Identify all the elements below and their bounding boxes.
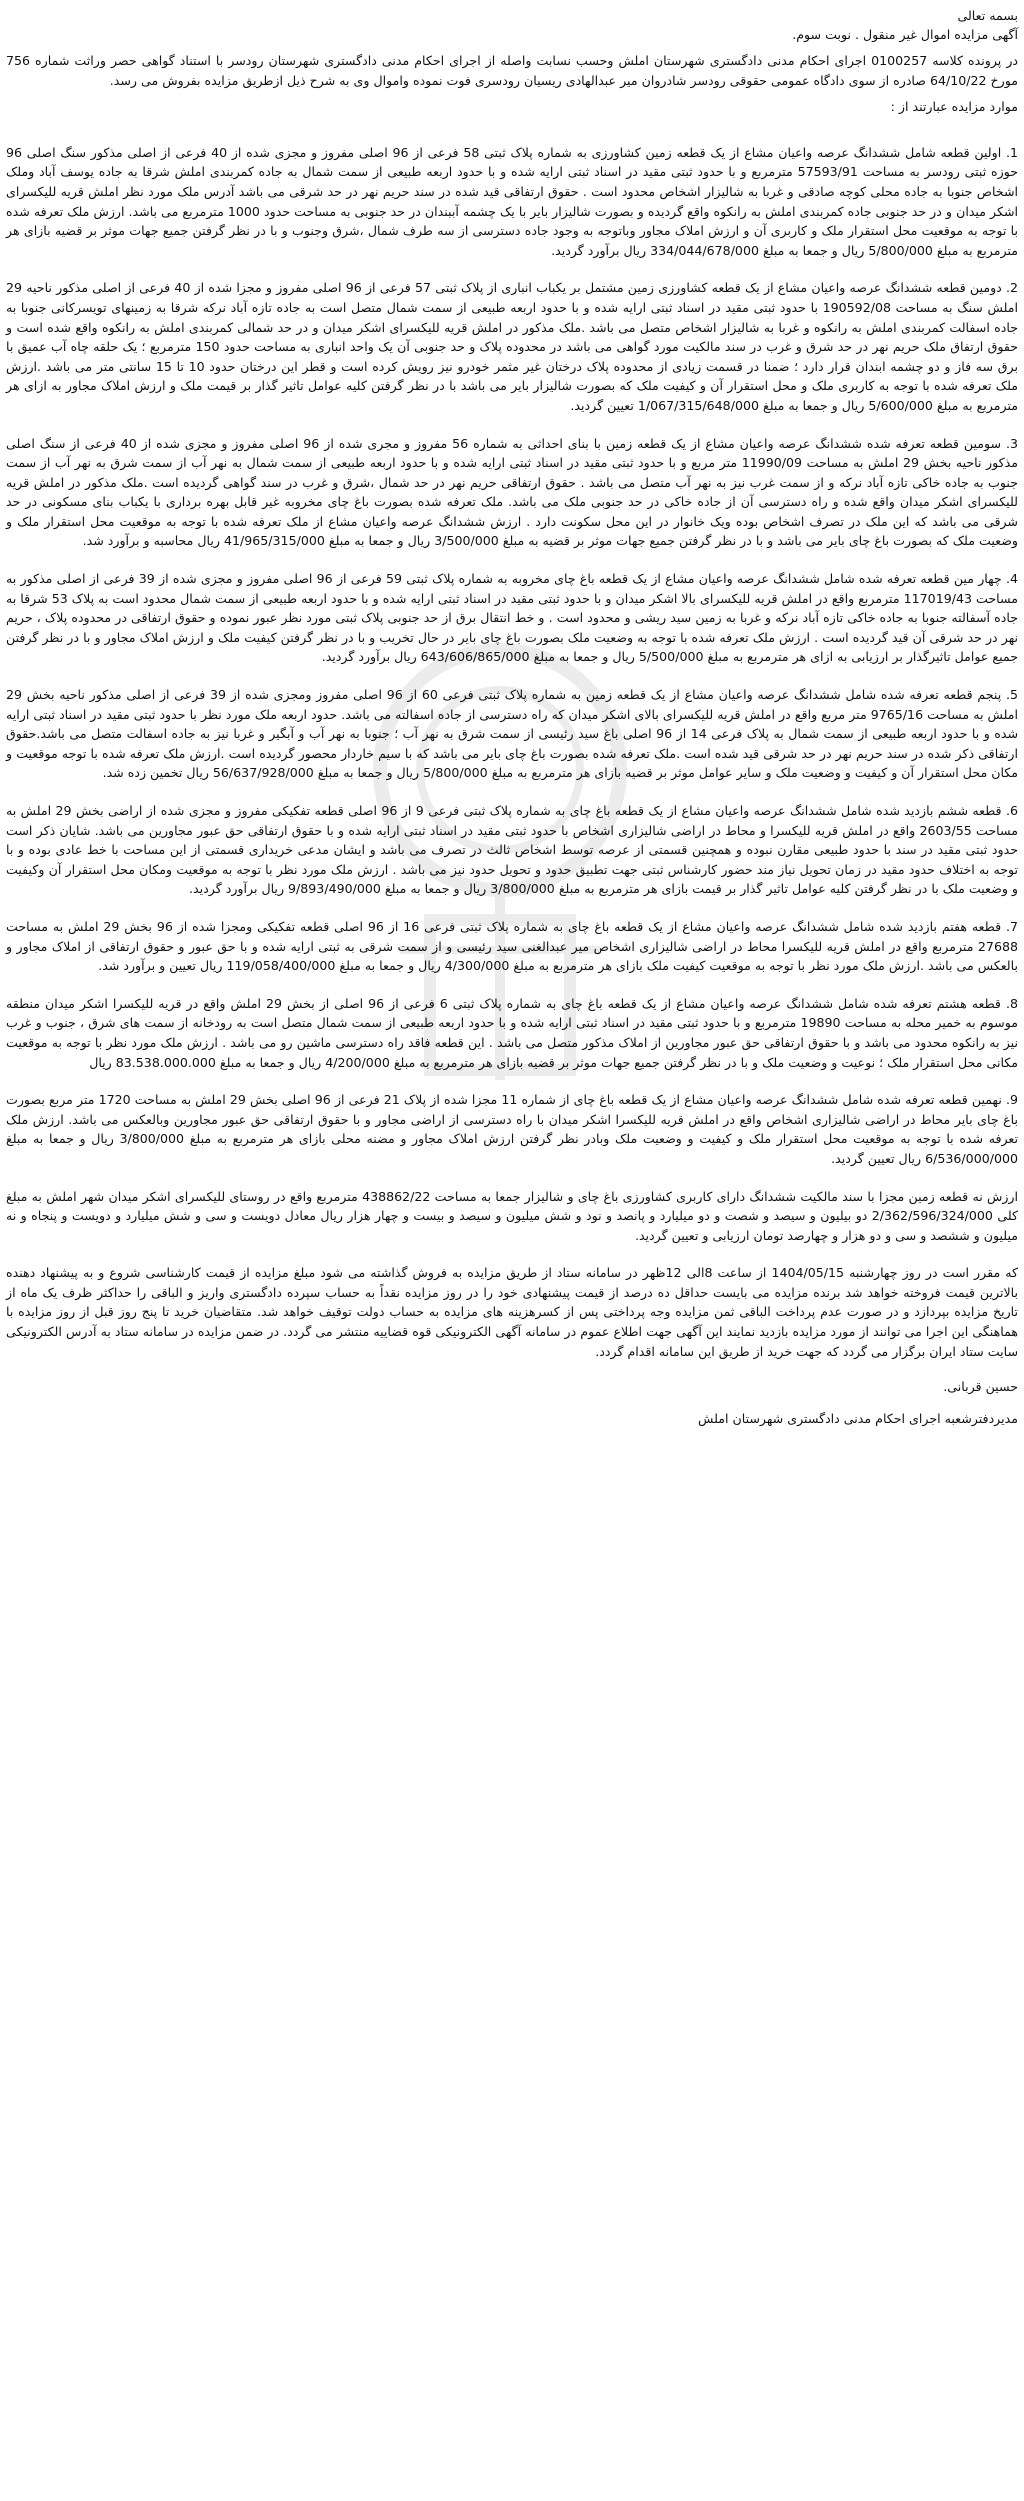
lot-text: قطعه هفتم بازدید شده شامل ششدانگ عرصه واعیان مشاع از یک قطعه باغ چای به شماره پلاک ثبتی فرعی 16 از 96 اصلی قطعه تفکیکی ومجزا شده از 96 بخش 29 املش به مساحت 27688 مترمربع واقع در املش قریه للیکسرا محاط در اراضی شالیزاری اشخاص میر عبدالغنی سید رئیسی و از سمت شرقی به ثبتی ارایه شده و با حق عبور و حقوق ارتفاقی از املاک مجاور و بالعکس می باشد .ارزش ملک مورد نظر با توجه به موقعیت کیفیت ملک بازای هر مترمربع به مبلغ 4/300/000 ریال و جمعا به مبلغ 119/058/400/000 ریال تعیین و برآورد شد. [6,918,1018,974]
lot-number: 5. [1001,687,1018,703]
lot-text: چهار مین قطعه تعرفه شده شامل ششدانگ عرصه واعیان مشاع از یک قطعه باغ چای مخروبه به شماره پلاک ثبتی 59 فرعی از 96 اصلی مفروز و مجزی شده از 39 فرعی از اصلی مذکور به مساحت 117019/43 مترمربع واقع در املش قریه للیکسرای بالا اشکر میدان و با حدود ثبتی مقید در اسناد ثبتی ارایه شده و با حدود اربعه طبیعی از سمت شمال محدود است به پلاک 53 شرقا به جاده آسفالته جنوبا به جاده خاکی تازه آباد نرکه و غربا به زمین سید ریشی و محدود است . و خط انتقال برق از حد جنوبی پلاک ثبتی مورد نظر عبور نموده و حقوق ارتفاقی در محدوده پلاک ، حریم نهر در حد شرقی آن قید گردیده است . ارزش ملک تعرفه شده با توجه به وضعیت ملک بصورت باغ چای بایر در حال تخریب و با در نظر گرفتن کیفیت ملک و ارزش املاک مجاور و با در نظر گرفتن جمیع عوامل تاثیرگذار بر ارزیابی به ازای هر مترمربع به مبلغ 5/500/000 ریال و جمعا به مبلغ 643/606/865/000 ریال برآورد گردید. [6,571,1018,665]
lot-item [6,917,1018,976]
lot-text: دومین قطعه ششدانگ عرصه واعیان مشاع از یک قطعه کشاورزی زمین مشتمل بر یکباب انباری از پلاک ثبتی 57 فرعی از 96 اصلی مفروز و مجزا شده از 40 فرعی از اصلی مذکور ناحیه 29 املش سنگ به مساحت 190592/08 با حدود ثبتی مقید در اسناد ثبتی ارایه شده و با حدود اربعه طبیعی از سمت شمال متصل است به جاده تازه آباد نرکه شرقا به زمینهای تویسرکانی جنوبا به جاده اسفالت کمربندی املش به رانکوه و غربا به شالیزار اشخاص متصل می باشد .ملک مذکور در املش قریه للیکسرای اشکر میدان و در حد شمالی کمربندی املش به رانکوه واقع شده است و حقوق ارتفاق ملک حریم نهر در حد شرق و غرب در سند مالکیت مورد گواهی می باشد در محدوده پلاک و حد جنوبی آن یک واحد انباری به مساحت حدود 150 مترمربع ؛ یک حلقه چاه آب عمیق با برق سه فاز و دو چشمه ابندان قرار دارد ؛ ضمنا در قسمت زیادی از محدوده پلاک درختان غیر مثمر خودرو نیز رویش کرده است و قطر این درختان حدود 10 تا 15 سانتی متر می باشد .ارزش ملک تعرفه شده با توجه به کاربری ملک و محل استقرار آن و کیفیت ملک که بصورت شالیزار بایر می باشد با در نظر گرفتن کلیه عوامل تاثیر گذار بر قیمت ملک و ارزش املاک مجاور به ازای هر مترمربع به مبلغ 5/600/000 ریال و جمعا به مبلغ 1/067/315/648/000 تعیین گردید. [6,280,1019,413]
basmala: بسمه تعالی [957,8,1018,23]
notice-headline: آگهی مزایده اموال غیر منقول . نوبت سوم. [792,27,1018,42]
lot-number: 2. [1001,280,1018,296]
lot-item [6,143,1018,261]
lot-text: نهمین قطعه تعرفه شده شامل ششدانگ عرصه واعیان مشاع از یک قطعه باغ چای از شماره 11 مجزا شده از پلاک 21 فرعی از 96 اصلی بخش 29 املش به مساحت 1720 متر مربع بصورت باغ چای بایر محاط در اراضی شالیزاری اشخاص واقع در املش قریه للیکسرا اشکر میدان با راه دسترسی از اراضی مجاور و با حقوق ارتفاقی حق عبور مجاورین وبالعکس می باشد. ارزش ملک تعرفه شده با توجه به موقعیت محل استقرار ملک و کیفیت و وضعیت ملک وبادر نظر گرفتن ارزش املاک مجاور و مضنه محلی بازای هر مترمربع به مبلغ 3/800/000 ریال و جمعا به مبلغ 6/536/000/000 ریال تعیین گردید. [6,1092,1019,1166]
lot-number: 1. [1001,144,1018,160]
valuation-summary: ارزش نه قطعه زمین مجزا با سند مالکیت ششدانگ دارای کاربری کشاورزی باغ چای و شالیزار جمعا به مساحت 438862/22 مترمربع واقع در روستای للیکسرای اشکر میدان شهر املش به مبلغ کلی 2/362/596/324/000 دو بیلیون و سیصد و شصت و دو میلیارد و پانصد و نود و شش میلیون و سیصد و بیست و چهار هزار ریال معادل دویست و سی و شش میلیارد و دویست و پنجاه و نه میلیون و ششصد و سی و دو هزار و چهارصد تومان ارزیابی و تعیین گردید. [6,1188,1018,1243]
lots-list [6,143,1018,1169]
lot-number: 4. [1001,571,1018,587]
lot-text: قطعه ششم بازدید شده شامل ششدانگ عرصه واعیان مشاع از یک قطعه باغ چای به شماره پلاک ثبتی فرعی 9 از 96 اصلی قطعه تفکیکی مفروز و مجزی شده از اراضی بخش 29 املش به مساحت 2603/55 واقع در املش قریه للیکسرا و محاط در اراضی شالیزاری اشخاص با حدود ثبتی مقید در اسناد ثبتی ارایه شده و با حقوق ارتفاقی حق عبور مجاورین می باشد. شایان ذکر است حدود ثبتی مقید در سند با حدود طبیعی مقارن نبوده و همچنین قسمتی از عرصه توسط اشخاص ثالث در تصرف می باشد و ایشان مدعی خریداری قسمتی از این مساحت با خط عادی بوده و با توجه به اختلاف حدود مقید در زمان تحویل نیاز مند حضور کارشناس ثبتی جهت تطبیق حدود و تحویل حدود نیز می باشد . ارزش ملک مورد نظر با توجه به موقعیت ومکان محل استقرار آن وکیفیت و وضعیت ملک با در نظر گرفتن کلیه عوامل تاثیر گذار بر قیمت بازای هر مترمربع به مبلغ 3/800/000 ریال و جمعا به مبلغ 9/893/490/000 ریال برآورد گردید. [6,803,1019,897]
signature-name: حسین قربانی. [943,1379,1018,1395]
lot-item [6,801,1018,899]
lot-item [6,685,1018,783]
lot-number: 3. [1001,435,1018,451]
lot-item [6,1090,1018,1168]
lot-text: سومین قطعه تعرفه شده ششدانگ عرصه واعیان مشاع از یک قطعه زمین با بنای احداثی به شماره 56 مفروز و مجری شده از 96 اصلی مفروز و مجزی شده از 40 فرعی از سنگ اصلی مذکور ناحیه بخش 29 املش به مساحت 11990/09 متر مربع و با حدود ثبتی مقید در اسناد ثبتی ارایه شده و با حدود اربعه طبیعی از سمت شمال به نهر آب از سمت شرق به نهر آب از سمت جنوب به جاده خاکی تازه آباد نرکه و از سمت غرب نیز به نهر آب متصل می باشد . حقوق ارتفاقی حریم نهر در حد شمال ،شرق و غرب در سند گواهی گردیده است .ملک مذکور در املش قریه للیکسرای اشکر میدان واقع شده و راه دسترسی آن از جاده خاکی در حد جنوبی ملک می باشد. ملک تعرفه شده بصورت باغ چای مخروبه غیر قابل بهره برداری با یکباب بنای مسکونی در حد شرقی می باشد که این ملک در تصرف اشخاص بوده ویک خانوار در این محل سکونت دارد . ارزش ششدانگ عرصه واعیان مشاع از ملک تعرفه شده با توجه به موقعیت محل استقرار ملک و وضعیت ملک که بصورت باغ چای بایر می باشد و با در نظر گرفتن جمیع جهات موثر بر قضیه به مبلغ 3/500/000 ریال و جمعا به مبلغ 41/965/315/000 ریال محاسبه و برآورد شد. [6,435,1018,549]
notice-intro: در پرونده کلاسه 0100257 اجرای احکام مدنی دادگستری شهرستان املش وحسب نسابت واصله از اجرای احکام مدنی دادگستری شهرستان رودسر با استناد گواهی حصر وراثت شماره 756 مورخ 64/10/22 صادره از سوی دادگاه عمومی حقوقی رودسر شادروان میر عبدالهادی ریسیان رودسری فوت نموده واموال وی به شرح ذیل ازطریق مزایده بفروش می رسد. [6,53,1019,88]
signature-title: مدیردفترشعبه اجرای احکام مدنی دادگستری شهرستان املش [698,1410,1018,1426]
lot-item [6,278,1018,415]
auction-terms: که مقرر است در روز چهارشنبه 1404/05/15 از ساعت 8الی 12ظهر در سامانه ستاد از طریق مزایده به فروش گذاشته می شود مبلغ مزایده از قیمت کارشناسی شروع و به پیشنهاد دهنده بالاترین قیمت فروخته خواهد شد برنده مزایده می بایست حداقل ده درصد از قیمت پیشنهادی خود را در روز مزایده نقداً به حساب سپرده دادگستری واریز و الباقی را حداکثر ظرف یک ماه از تاریخ مزایده بپردازد و در صورت عدم پرداخت الباقی ثمن مزایده وجه پرداختی پس از کسرهزینه های مزایده به حساب دولت توقیف خواهد شد. متقاضیان خرید تا پنج روز قبل از روز مزایده با هماهنگی این اجرا می توانند از مورد مزایده بازدید نمایند این آگهی جهت اطلاع عموم در سامانه آگهی الکترونیکی قوه قضاییه منتشر می گردد. در ضمن مزایده در سامانه ستاد به آدرس الکترونیکی سایت ستاد ایران برگزار می گردد که جهت خرید از طریق این سامانه اقدام گردد. [6,1265,1018,1359]
lot-number: 8. [1000,995,1018,1011]
lot-text: پنجم قطعه تعرفه شده شامل ششدانگ عرصه واعیان مشاع از یک قطعه زمین به شماره پلاک ثبتی فرعی 60 از 96 اصلی مفروز ومجزی شده از 39 فرعی از اصلی مذکور ناحیه بخش 29 املش به مساحت 9765/16 متر مربع واقع در املش قریه للیکسرای بالای اشکر میدان که راه دسترسی از جاده اسفالته می باشد. حدود اربعه ملک مورد نظر با حدود ثبتی مقید در اسناد ثبتی ارایه شده و با حدود اربعه طبیعی از سمت شمال به پلاک فرعی 14 از 96 اصلی باغ سید رئیسی از سمت شرق به نهر آب ؛ جنوبا به نهر آب و آبگیر و غربا نیز به جاده اسفالت متصل می باشد.حقوق ارتفاقی ذکر شده در سند حریم نهر در حد شرقی قید شده است .ملک تعرفه شده بصورت باغ چای بایر می باشد که با سیم خاردار محصور گردیده است .ارزش ملک تعرفه شده با توجه موقعیت و مکان محل استقرار آن و کیفیت و وضعیت ملک و سایر عوامل موثر بر قضیه بازای هر مترمربع به مبلغ 5/800/000 ریال و جمعا به مبلغ 56/637/928/000 ریال تخمین زده شد. [6,687,1019,781]
lot-text: اولین قطعه شامل ششدانگ عرصه واعیان مشاع از یک قطعه زمین کشاورزی به شماره پلاک ثبتی 58 فرعی از 96 اصلی مفروز و مجزی شده از 40 فرعی از اصلی مذکور سنگ اصلی 96 حوزه ثبتی رودسر به مساحت 57593/91 مترمربع و با حدود ثبتی مقید در اسناد ثبتی ارایه شده و با حدود اربعه طبیعی از سمت شمال به جاده کمربندی املش شرقا به جاده یوسف آباد وملک اشخاص جنوبا به جاده محلی کوچه صادقی و غربا به شالیزار اشخاص محدود است . حقوق ارتفاقی قید شده در سند حریم نهر در حد شرقی می باشد آدرس ملک مورد نظر املش قریه للیکسرای اشکر میدان و در حد جنوبی جاده کمربندی املش به رانکوه واقع گردیده و بصورت شالیزار بایر با یک چشمه آببندان در حد جنوبی به مساحت حدود 1000 مترمربع می باشد. ارزش ملک تعرفه شده با توجه به موقعیت محل استقرار ملک و کاربری آن و ارزش املاک مجاور وباتوجه به وجود جاده دسترسی از سه طرف شمال ،شرق وجنوب و با در نظر گرفتن جمیع جهات موثر بر قضیه بازای هر مترمربع به مبلغ 5/800/000 ریال و جمعا به مبلغ 334/044/678/000 ریال برآورد گردید. [6,144,1018,258]
auction-notice [6,6,1018,1428]
lot-number: 9. [1001,1092,1018,1108]
lot-item [6,569,1018,667]
lot-item [6,994,1018,1072]
lot-number: 6. [1001,803,1018,818]
lot-number: 7. [1001,918,1018,934]
lots-title: موارد مزایده عبارتند از : [890,99,1018,115]
lot-item [6,434,1018,552]
lot-text: قطعه هشتم تعرفه شده شامل ششدانگ عرصه واعیان مشاع از یک قطعه باغ چای به شماره پلاک ثبتی 6 فرعی از 96 اصلی از بخش 29 املش واقع در قریه للیکسرا اشکر میدان منطقه موسوم به خمیر محله به مساحت 19890 مترمربع و با حدود ثبتی مقید در اسناد ثبتی ارایه شده و با حدود اربعه طبیعی از سمت شمال متصل است به رودخانه از سمت های شرق ، جنوب و غرب نیز به رانکوه محدود می باشد و با حقوق ارتفاقی حق عبور مجاورین از املاک مذکور متصل می باشد . این قطعه فاقد راه دسترسی ماشین رو می باشد . ارزش ملک مورد نظر با توجه به موقعیت مکانی محل استقرار ملک ؛ نوعیت و وضعیت ملک و با در نظر گرفتن جمیع جهات موثر بر قضیه بازای هر مترمربع به مبلغ 4/200/000 ریال و جمعا به مبلغ 83.538.000.000 ریال [6,995,1018,1070]
